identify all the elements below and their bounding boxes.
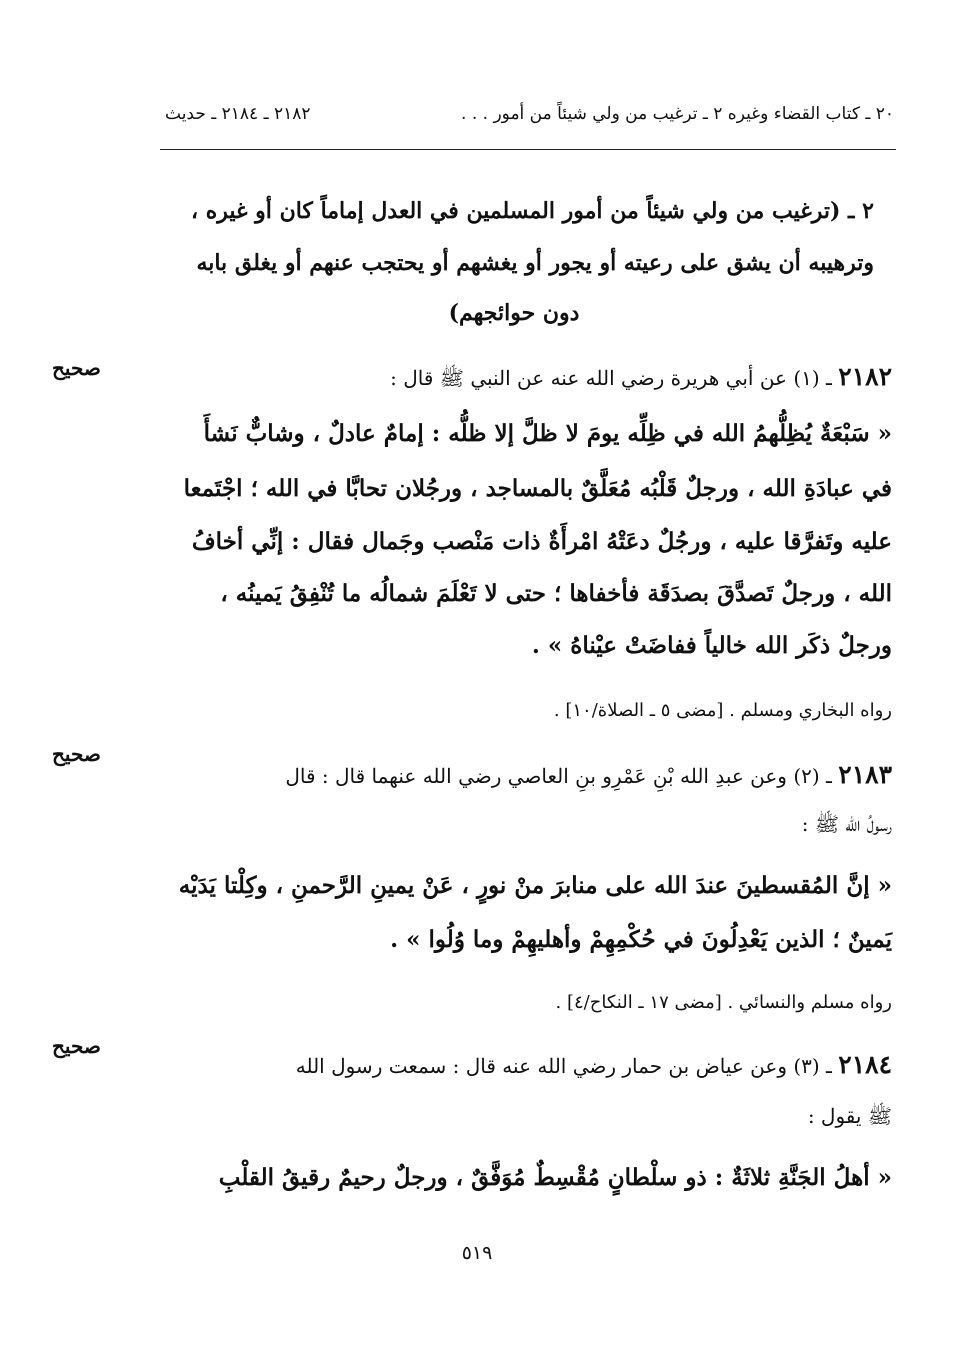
hadith-grade: صحيح	[52, 1034, 101, 1058]
hadith-reference: رواه مسلم والنسائي . [مضى ١٧ ـ النكاح/٤] .	[555, 992, 892, 1013]
hadith-text-line: عليه وتَفرَّقا عليه ، ورجُلٌ دعَتْهُ امْرأَةٌ ذات مَنْصب وجَمال فقال : إنِّي أخافُ	[191, 528, 892, 555]
hadith-text-line: « أهلُ الجَنَّةِ ثلاثَةٌ : ذو سلْطانٍ مُقْسِطٌ مُوَفَّقٌ ، ورجلٌ رحيمٌ رقيقُ القلْبِ	[218, 1164, 892, 1191]
hadith-intro-line-2: رسولُ الله ﷺ :	[801, 812, 892, 836]
hadith-text-line: « سَبْعَةٌ يُظِلُّهمُ الله في ظِلِّه يومَ لا ظلَّ إلا ظلُّه : إمامٌ عادلٌ ، وشابٌّ نَشأَ	[203, 420, 892, 447]
hadith-intro	[157, 362, 892, 395]
hadith-intro	[157, 760, 892, 789]
hadith-text-line: الله ، ورجلٌ تَصدَّقَ بصدَقَة فأخفاها ؛ حتى لا تَعْلَمَ شمالُه ما تُنْفِقُ يَمينُه ،	[220, 580, 892, 607]
chapter-heading-line-3: دون حوائجهم)	[448, 300, 580, 326]
hadith-reference: رواه البخاري ومسلم . [مضى ٥ ـ الصلاة/١٠] .	[553, 700, 892, 721]
header-hadith-range: ٢١٨٢ ـ ٢١٨٤ ـ حديث	[165, 104, 311, 124]
header-rule	[160, 149, 896, 150]
chapter-heading-line-1: ٢ ـ (ترغيب من ولي شيئاً من أمور المسلمين في العدل إماماً كان أو غيره ،	[190, 198, 874, 224]
hadith-text-line: في عبادَةِ الله ، ورجلٌ قَلْبُه مُعَلَّقٌ بالمساجد ، ورجُلان تحابَّا في الله ؛ اجْتَمعا	[183, 475, 892, 502]
hadith-number: ٢١٨٣	[838, 760, 892, 789]
hadith-intro-text: ـ (٢) وعن عبدِ الله بْنِ عَمْرِو بنِ العاصي رضي الله عنهما قال : قال	[285, 764, 839, 788]
hadith-intro	[157, 1050, 892, 1079]
hadith-grade: صحيح	[52, 356, 101, 380]
header-chapter-title: ٢٠ ـ كتاب القضاء وغيره ٢ ـ ترغيب من ولي شيئاً من أمور . . .	[461, 104, 894, 124]
hadith-text-line: ورجلٌ ذكَر الله خالياً ففاضَتْ عيْناهُ » .	[531, 632, 892, 659]
running-header	[165, 98, 894, 138]
hadith-intro-line-2: ﷺ يقول :	[807, 1104, 892, 1128]
hadith-intro-text: ـ (١) عن أبي هريرة رضي الله عنه عن النبي ﷺ قال :	[390, 366, 839, 390]
hadith-text-line: « إنَّ المُقسطينَ عندَ الله على منابرَ منْ نورٍ ، عَنْ يمينِ الرَّحمنِ ، وكِلْتا يَدَيْه	[178, 872, 892, 899]
hadith-text-line: يَمينٌ ؛ الذين يَعْدِلُونَ في حُكْمِهِمْ وأهليهِمْ وما وُلُوا » .	[390, 926, 892, 953]
hadith-intro-text: ـ (٣) وعن عياض بن حمار رضي الله عنه قال : سمعت رسول الله	[295, 1054, 839, 1078]
chapter-heading-line-2: وترهيبه أن يشق على رعيته أو يجور أو يغشهم أو يحتجب عنهم أو يغلق بابه	[196, 250, 874, 276]
hadith-number: ٢١٨٢	[838, 362, 892, 391]
hadith-grade: صحيح	[52, 742, 101, 766]
hadith-number: ٢١٨٤	[838, 1050, 892, 1079]
page-number: ٥١٩	[461, 1242, 493, 1264]
